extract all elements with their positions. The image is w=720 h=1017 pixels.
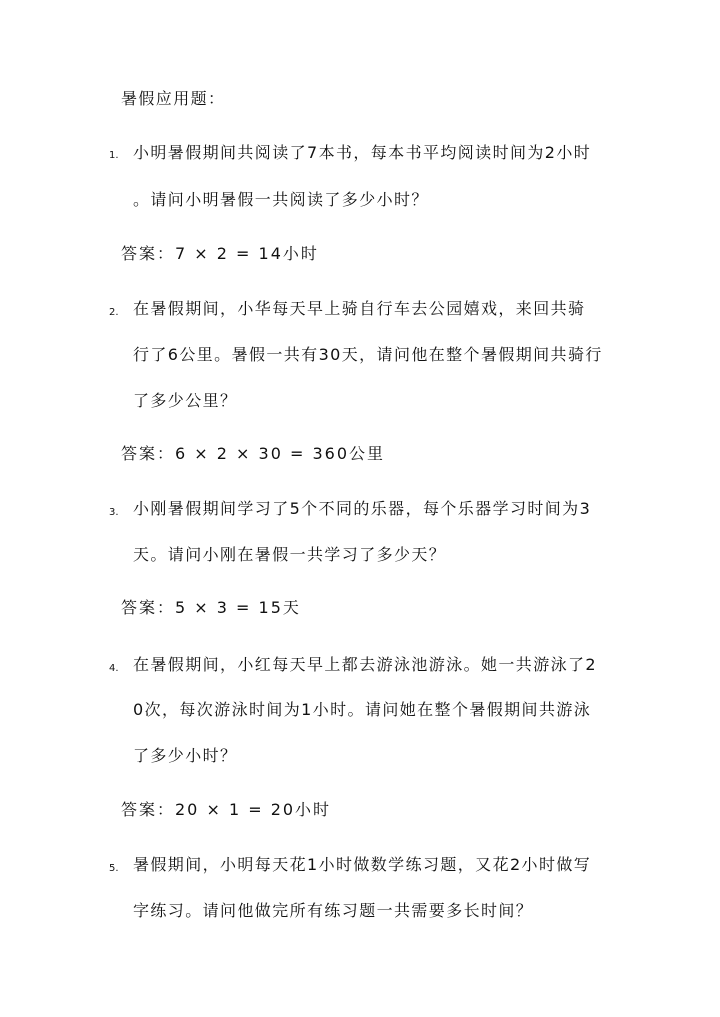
question-2-number: 2. — [109, 307, 119, 318]
question-1-line-2: 。请问小明暑假一共阅读了多少小时？ — [133, 190, 429, 209]
question-4-line-2: 0次，每次游泳时间为1小时。请问她在整个暑假期间共游泳 — [133, 700, 592, 719]
question-5-line-2: 字练习。请问他做完所有练习题一共需要多长时间？ — [133, 901, 534, 920]
question-1-answer: 答案：7 × 2 = 14小时 — [121, 244, 319, 263]
question-4-line-3: 了多少小时？ — [133, 746, 238, 765]
question-5-number: 5. — [109, 863, 119, 874]
question-3-answer: 答案：5 × 3 = 15天 — [121, 598, 301, 617]
question-2-line-1: 在暑假期间，小华每天早上骑自行车去公园嬉戏，来回共骑 — [133, 299, 586, 318]
question-3-number: 3. — [109, 507, 119, 518]
question-1-line-1: 小明暑假期间共阅读了7本书，每本书平均阅读时间为2小时 — [133, 143, 592, 162]
question-4-line-1: 在暑假期间，小红每天早上都去游泳池游泳。她一共游泳了2 — [133, 655, 597, 674]
question-2-line-3: 了多少公里？ — [133, 391, 238, 410]
page-heading: 暑假应用题： — [121, 89, 226, 108]
question-3-line-2: 天。请问小刚在暑假一共学习了多少天？ — [133, 545, 447, 564]
question-5-line-1: 暑假期间，小明每天花1小时做数学练习题，又花2小时做写 — [133, 855, 592, 874]
question-2-answer: 答案：6 × 2 × 30 = 360公里 — [121, 444, 385, 463]
question-4-number: 4. — [109, 663, 119, 674]
question-2-line-2: 行了6公里。暑假一共有30天，请问他在整个暑假期间共骑行 — [133, 345, 603, 364]
question-1-number: 1. — [109, 150, 119, 161]
question-4-answer: 答案：20 × 1 = 20小时 — [121, 800, 332, 819]
question-3-line-1: 小刚暑假期间学习了5个不同的乐器，每个乐器学习时间为3 — [133, 499, 592, 518]
